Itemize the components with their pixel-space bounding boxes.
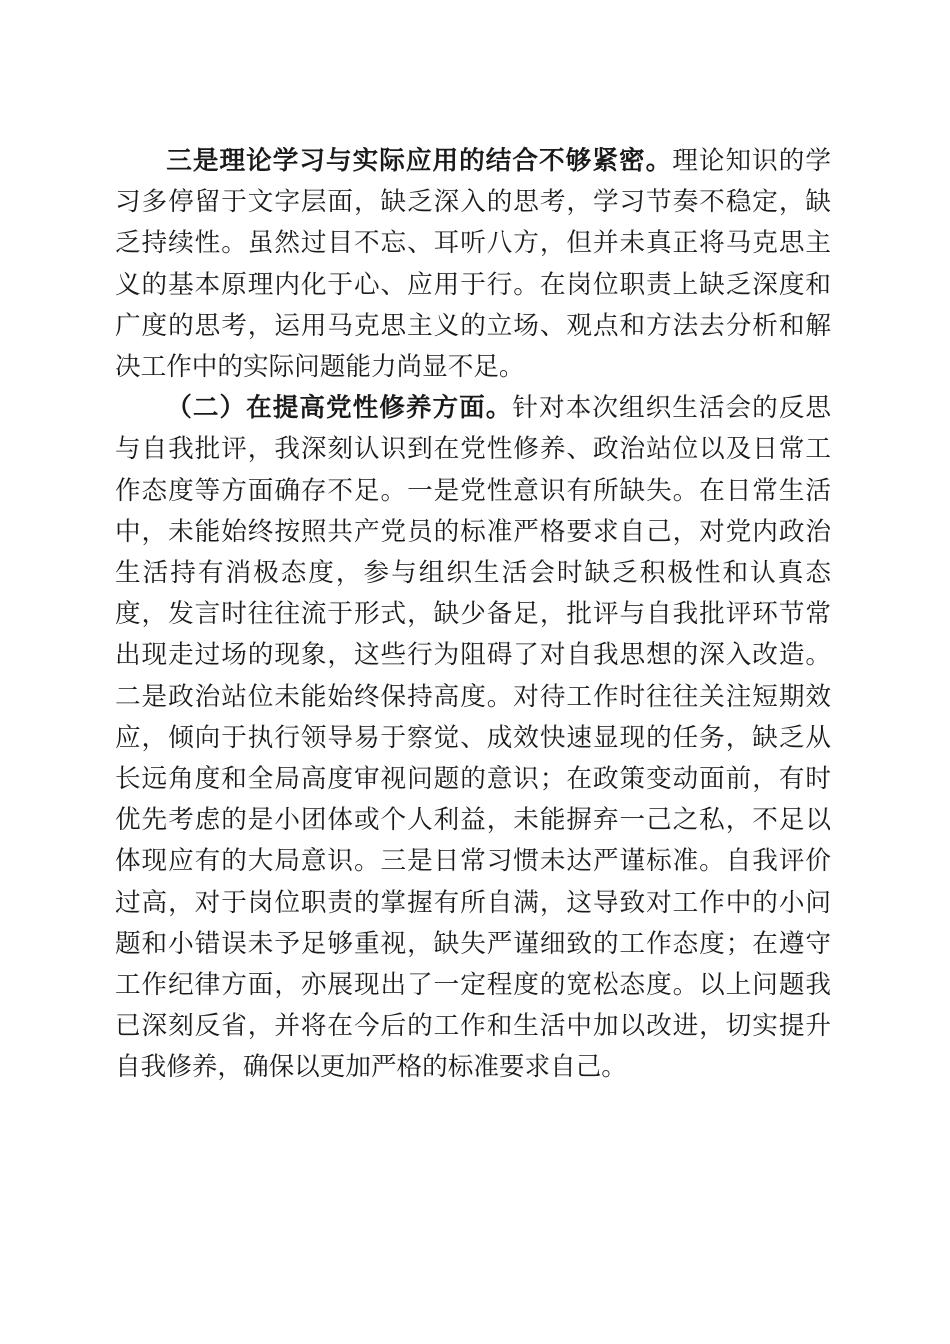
paragraph-theory-practice	[115, 141, 831, 388]
paragraph-body-text: 理论知识的学习多停留于文字层面，缺乏深入的思考，学习节奏不稳定，缺乏持续性。虽然过目不忘、耳听八方，但并未真正将马克思主义的基本原理内化于心、应用于行。在岗位职责上缺乏深度和广度的思考，运用马克思主义的立场、观点和方法去分析和解决工作中的实际问题能力尚显不足。	[115, 146, 831, 383]
document-body	[115, 141, 831, 1089]
paragraph-lead-heading: 三是理论学习与实际应用的结合不够紧密。	[166, 146, 673, 176]
section-heading: （二）在提高党性修养方面。	[166, 393, 513, 424]
paragraph-body-text: 针对本次组织生活会的反思与自我批评，我深刻认识到在党性修养、政治站位以及日常工作态度等方面确存不足。一是党性意识有所缺失。在日常生活中，未能始终按照共产党员的标准严格要求自己，对党内政治生活持有消极态度，参与组织生活会时缺乏积极性和认真态度，发言时往往流于形式，缺少备足，批评与自我批评环节常出现走过场的现象，这些行为阻碍了对自我思想的深入改造。二是政治站位未能始终保持高度。对待工作时往往关注短期效应，倾向于执行领导易于察觉、成效快速显现的任务，缺乏从长远角度和全局高度审视问题的意识；在政策变动面前，有时优先考虑的是小团体或个人利益，未能摒弃一己之私，不足以体现应有的大局意识。三是日常习惯未达严谨标准。自我评价过高，对于岗位职责的掌握有所自满，这导致对工作中的小问题和小错误未予足够重视，缺失严谨细致的工作态度；在遵守工作纪律方面，亦展现出了一定程度的宽松态度。以上问题我已深刻反省，并将在今后的工作和生活中加以改进，切实提升自我修养，确保以更加严格的标准要求自己。	[115, 393, 831, 1083]
paragraph-party-cultivation	[115, 388, 831, 1088]
